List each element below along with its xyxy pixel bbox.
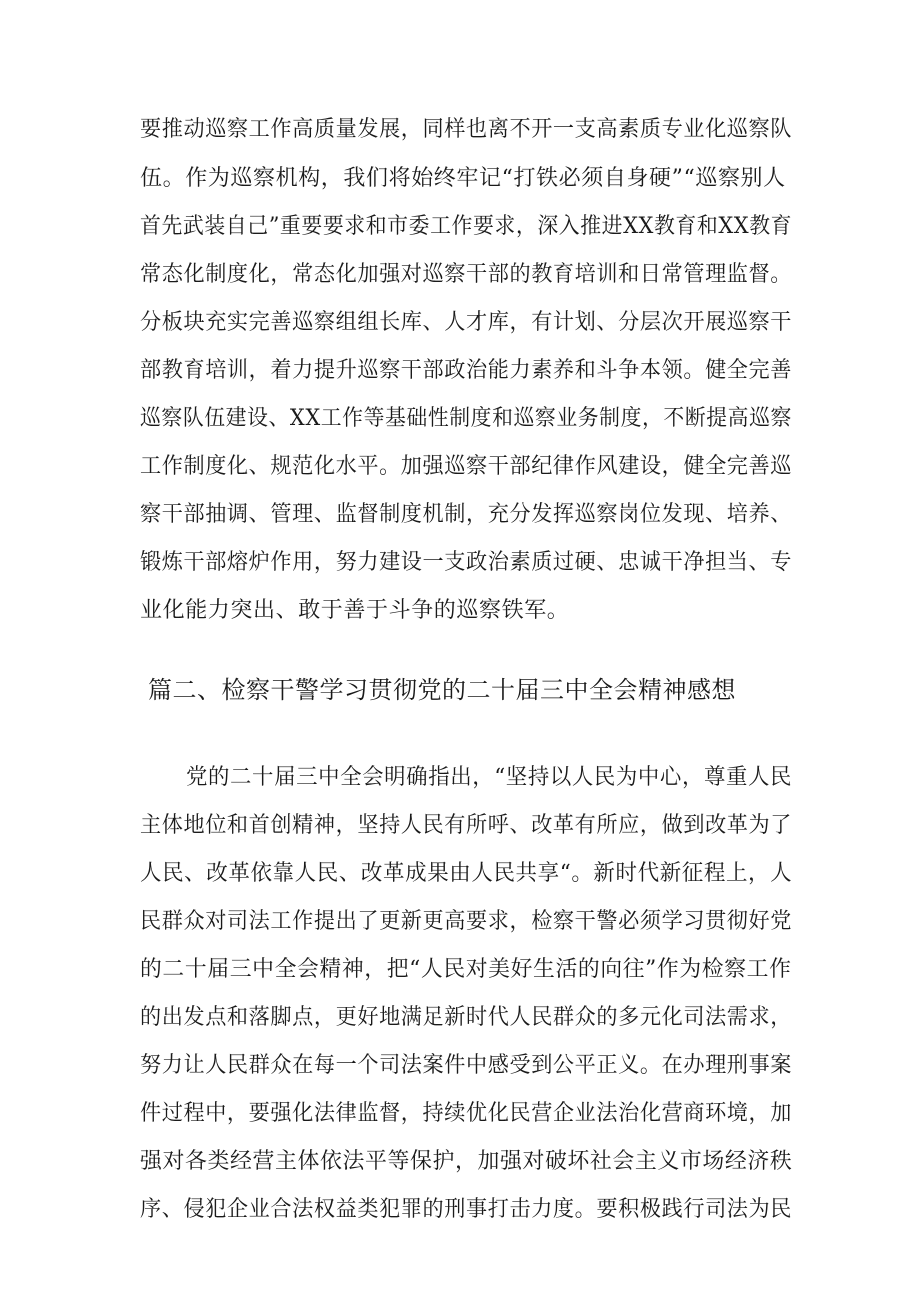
body-text-line: 锻炼干部熔炉作用，努力建设一支政治素质过硬、忠诚干净担当、专 [140, 550, 793, 575]
body-text-line: 业化能力突出、敢于善于斗争的巡察铁军。 [140, 598, 570, 623]
body-text-line: 件过程中，要强化法律监督，持续优化民营企业法治化营商环境，加 [140, 1101, 793, 1126]
body-text-line: 分板块充实完善巡察组组长库、人才库，有计划、分层次开展巡察干 [140, 310, 793, 335]
body-text-line: 常态化制度化，常态化加强对巡察干部的教育培训和日常管理监督。 [140, 262, 793, 287]
body-text-line: 人民、改革依靠人民、改革成果由人民共享“。新时代新征程上，人 [140, 861, 793, 886]
body-text-line: 部教育培训，着力提升巡察干部政治能力素养和斗争本领。健全完善 [140, 358, 793, 383]
body-text-line: 工作制度化、规范化水平。加强巡察干部纪律作风建设，健全完善巡 [140, 454, 793, 479]
body-text-line: 民群众对司法工作提出了更新更高要求，检察干警必须学习贯彻好党 [140, 909, 793, 934]
body-text-line: 的出发点和落脚点，更好地满足新时代人民群众的多元化司法需求， [140, 1005, 793, 1030]
body-text-line: 要推动巡察工作高质量发展，同样也离不开一支高素质专业化巡察队 [140, 117, 793, 142]
body-text-line: 巡察队伍建设、XX工作等基础性制度和巡察业务制度，不断提高巡察 [140, 406, 792, 431]
body-text-line: 伍。作为巡察机构，我们将始终牢记“打铁必须自身硬”“巡察别人 [140, 166, 786, 191]
body-text-line: 强对各类经营主体依法平等保护，加强对破坏社会主义市场经济秩 [140, 1149, 793, 1174]
body-text-line: 党的二十届三中全会明确指出，“坚持以人民为中心，尊重人民 [186, 765, 793, 790]
body-text-line: 努力让人民群众在每一个司法案件中感受到公平正义。在办理刑事案 [140, 1053, 793, 1078]
body-text-line: 察干部抽调、管理、监督制度机制，充分发挥巡察岗位发现、培养、 [140, 502, 793, 527]
body-text-line: 的二十届三中全会精神，把“人民对美好生活的向往”作为检察工作 [140, 957, 792, 982]
body-text-line: 首先武装自己”重要要求和市委工作要求，深入推进XX教育和XX教育 [140, 214, 793, 239]
section-heading: 篇二、检察干警学习贯彻党的二十届三中全会精神感想 [148, 676, 736, 704]
body-text-line: 主体地位和首创精神，坚持人民有所呼、改革有所应，做到改革为了 [140, 813, 793, 838]
body-text-line: 序、侵犯企业合法权益类犯罪的刑事打击力度。要积极践行司法为民 [140, 1197, 793, 1222]
